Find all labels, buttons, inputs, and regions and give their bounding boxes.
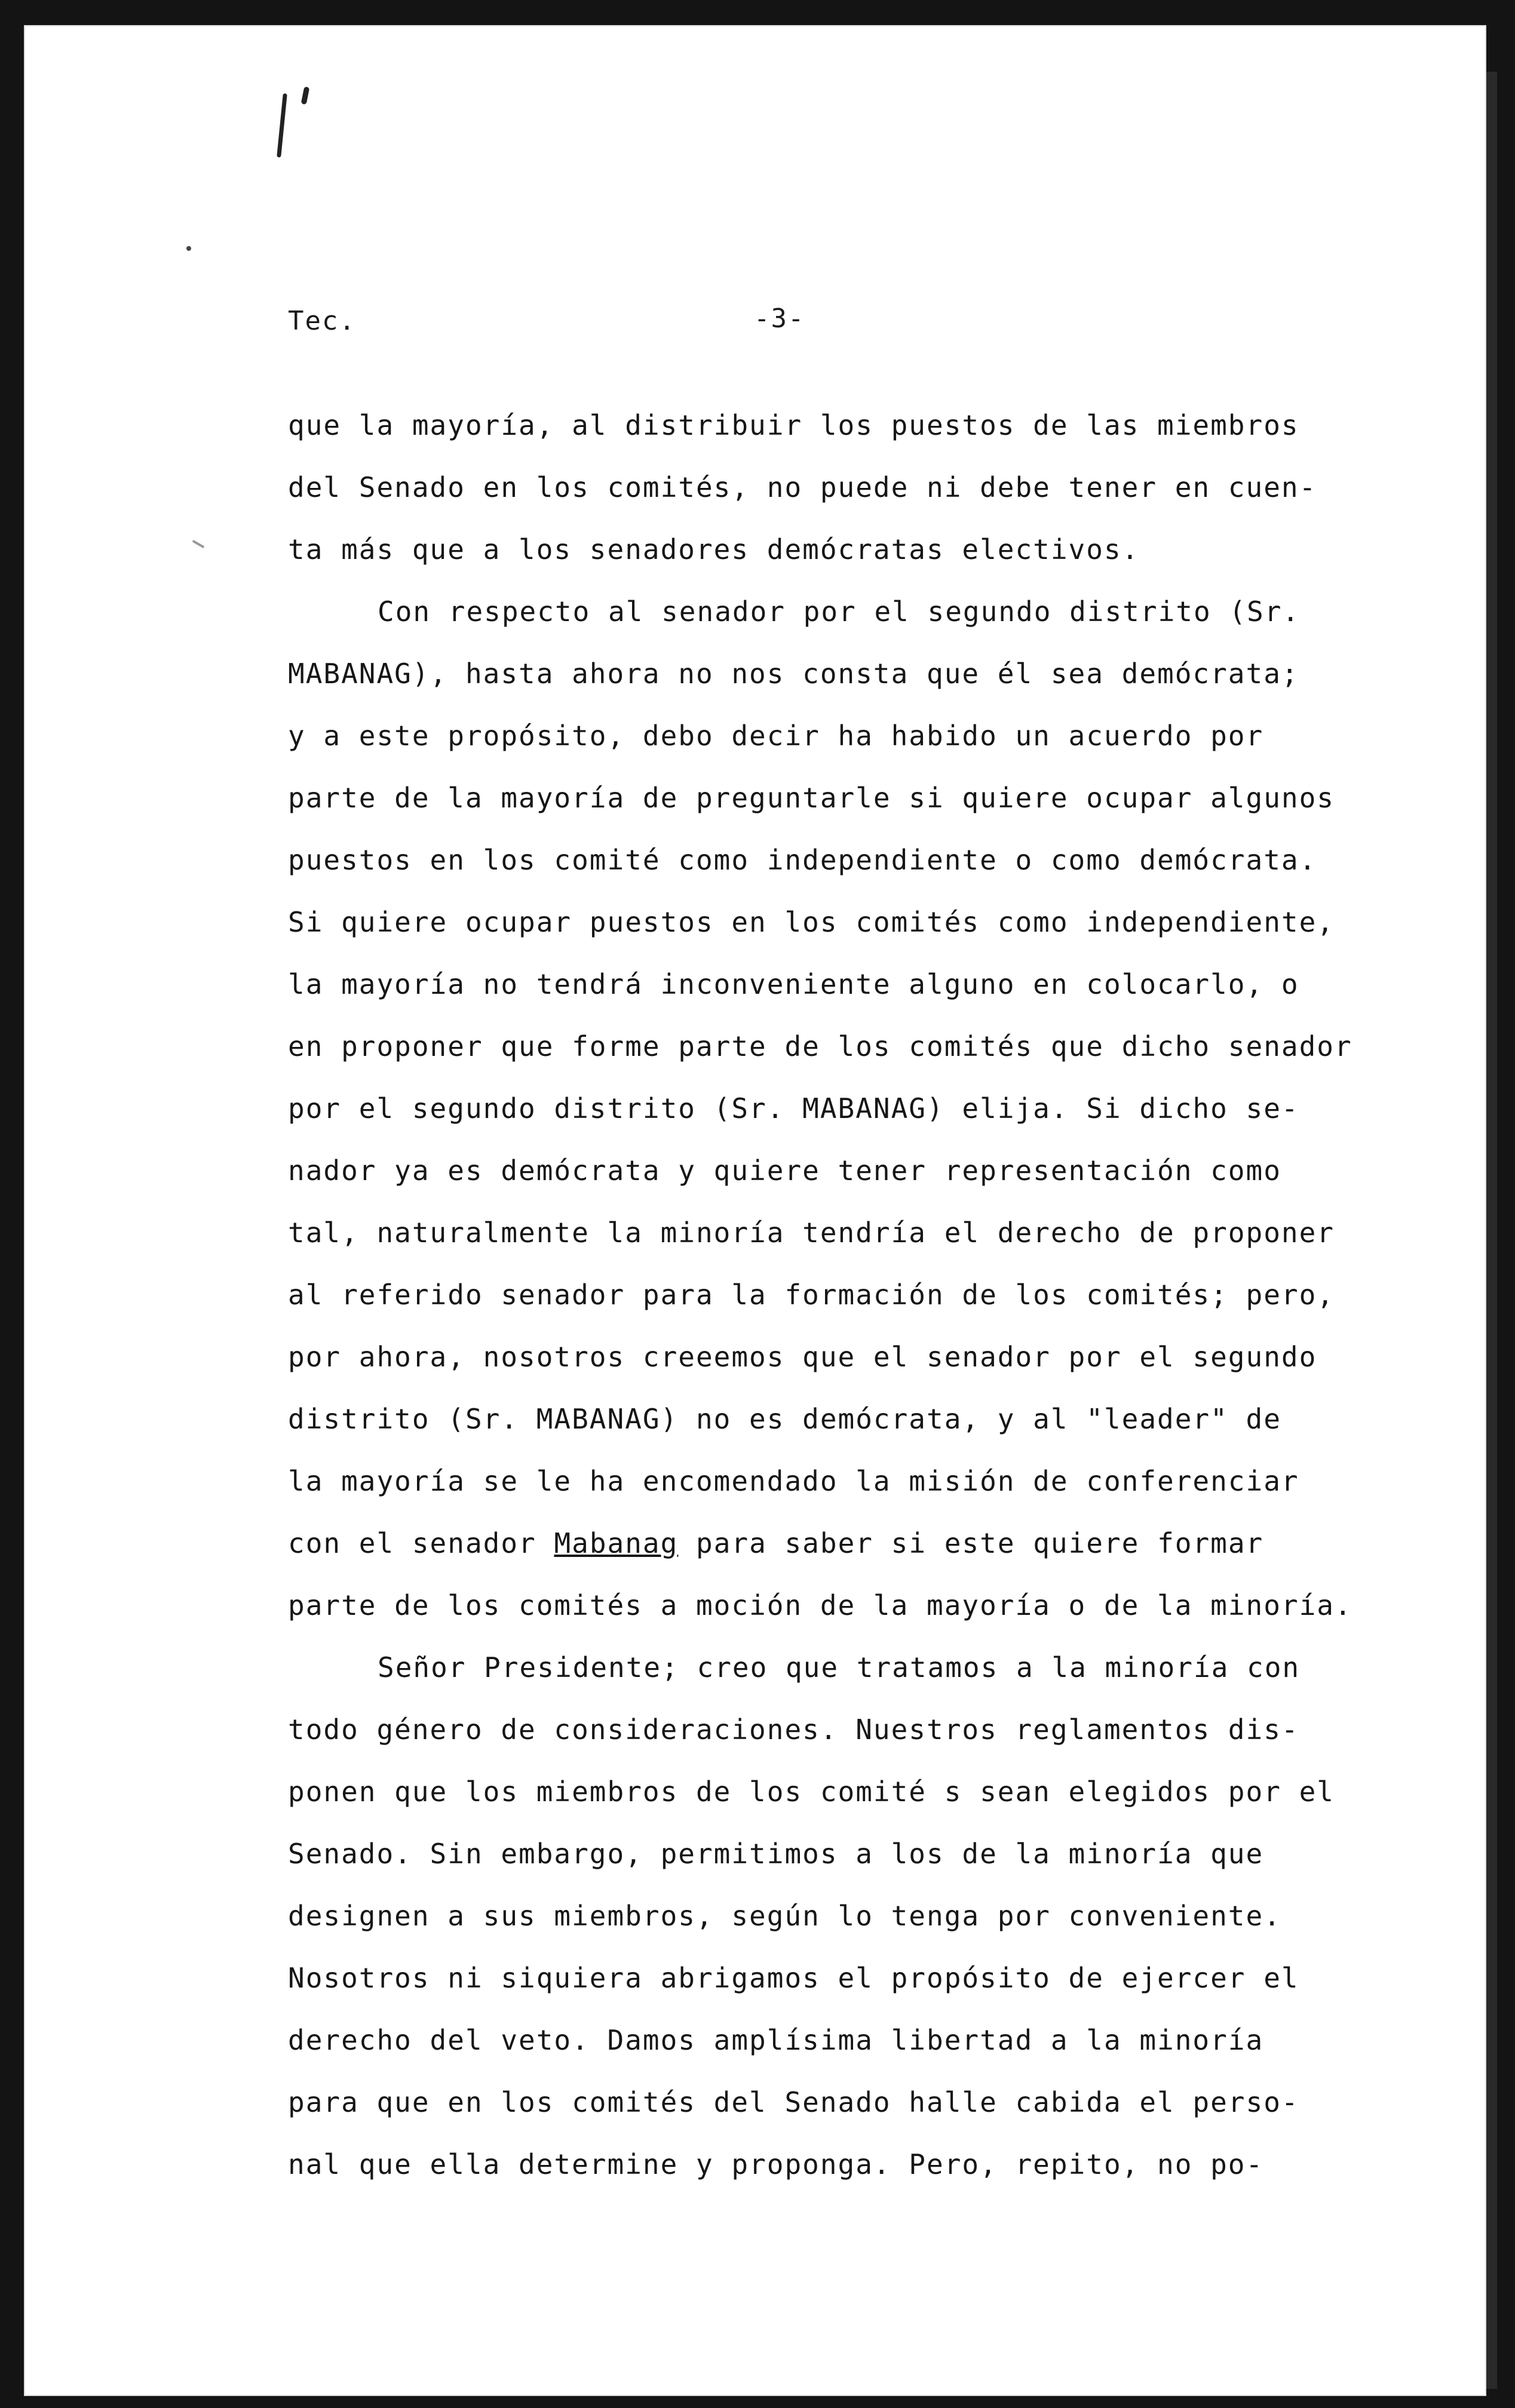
text-line: todo género de consideraciones. Nuestros reglamentos dis-: [288, 1713, 1299, 1746]
text-line: para que en los comités del Senado halle cabida el perso-: [288, 2086, 1299, 2118]
text-line: por ahora, nosotros creeemos que el senador por el segundo: [288, 1341, 1317, 1373]
text-line: al referido senador para la formación de los comités; pero,: [288, 1279, 1335, 1311]
text-line: del Senado en los comités, no puede ni debe tener en cuen-: [288, 471, 1317, 503]
text-line: Con respecto al senador por el segundo distrito (Sr.: [378, 595, 1301, 628]
text-line: la mayoría se le ha encomendado la misión de conferenciar: [288, 1465, 1299, 1497]
text-line: la mayoría no tendrá inconveniente alguno en colocarlo, o: [288, 968, 1299, 1000]
text-line: nador ya es demócrata y quiere tener representación como: [288, 1154, 1281, 1187]
text-line: nal que ella determine y proponga. Pero, repito, no po-: [288, 2148, 1264, 2180]
text-line: [288, 1512, 1363, 1574]
text-line: Señor Presidente; creo que tratamos a la minoría con: [378, 1651, 1301, 1684]
text-line: designen a sus miembros, según lo tenga por conveniente.: [288, 1900, 1281, 1932]
text-line: puestos en los comité como independiente o como demócrata.: [288, 844, 1317, 876]
text-line: tal, naturalmente la minoría tendría el derecho de proponer: [288, 1217, 1335, 1249]
text-line: y a este propósito, debo decir ha habido un acuerdo por: [288, 720, 1264, 752]
body-text: [288, 394, 1363, 2195]
paper-edge: [1486, 72, 1497, 2389]
page-number: -3-: [754, 303, 805, 334]
text-segment: para saber si este quiere formar: [696, 1527, 1264, 1559]
text-segment: con el senador: [288, 1527, 536, 1559]
text-line: que la mayoría, al distribuir los puestos de las miembros: [288, 409, 1299, 441]
page-header-label: Tec.: [288, 306, 356, 336]
scan-speck: [186, 246, 191, 251]
text-line: ponen que los miembros de los comité s sean elegidos por el: [288, 1776, 1335, 1808]
text-line: Senado. Sin embargo, permitimos a los de la minoría que: [288, 1838, 1264, 1870]
text-line: MABANAG), hasta ahora no nos consta que él sea demócrata;: [288, 658, 1299, 690]
text-line: Si quiere ocupar puestos en los comités como independiente,: [288, 906, 1335, 938]
text-line: distrito (Sr. MABANAG) no es demócrata, y al "leader" de: [288, 1403, 1281, 1435]
text-line: parte de la mayoría de preguntarle si quiere ocupar algunos: [288, 782, 1335, 814]
text-line: derecho del veto. Damos amplísima libertad a la minoría: [288, 2024, 1264, 2056]
handwritten-mark: [272, 84, 326, 173]
text-line: por el segundo distrito (Sr. MABANAG) elija. Si dicho se-: [288, 1092, 1299, 1125]
underlined-name: Mabanag: [554, 1527, 679, 1559]
text-line: Nosotros ni siquiera abrigamos el propósito de ejercer el: [288, 1962, 1299, 1994]
text-line: ta más que a los senadores demócratas electivos.: [288, 533, 1140, 566]
text-line: en proponer que forme parte de los comités que dicho senador: [288, 1030, 1353, 1062]
text-line: parte de los comités a moción de la mayoría o de la minoría.: [288, 1589, 1353, 1621]
